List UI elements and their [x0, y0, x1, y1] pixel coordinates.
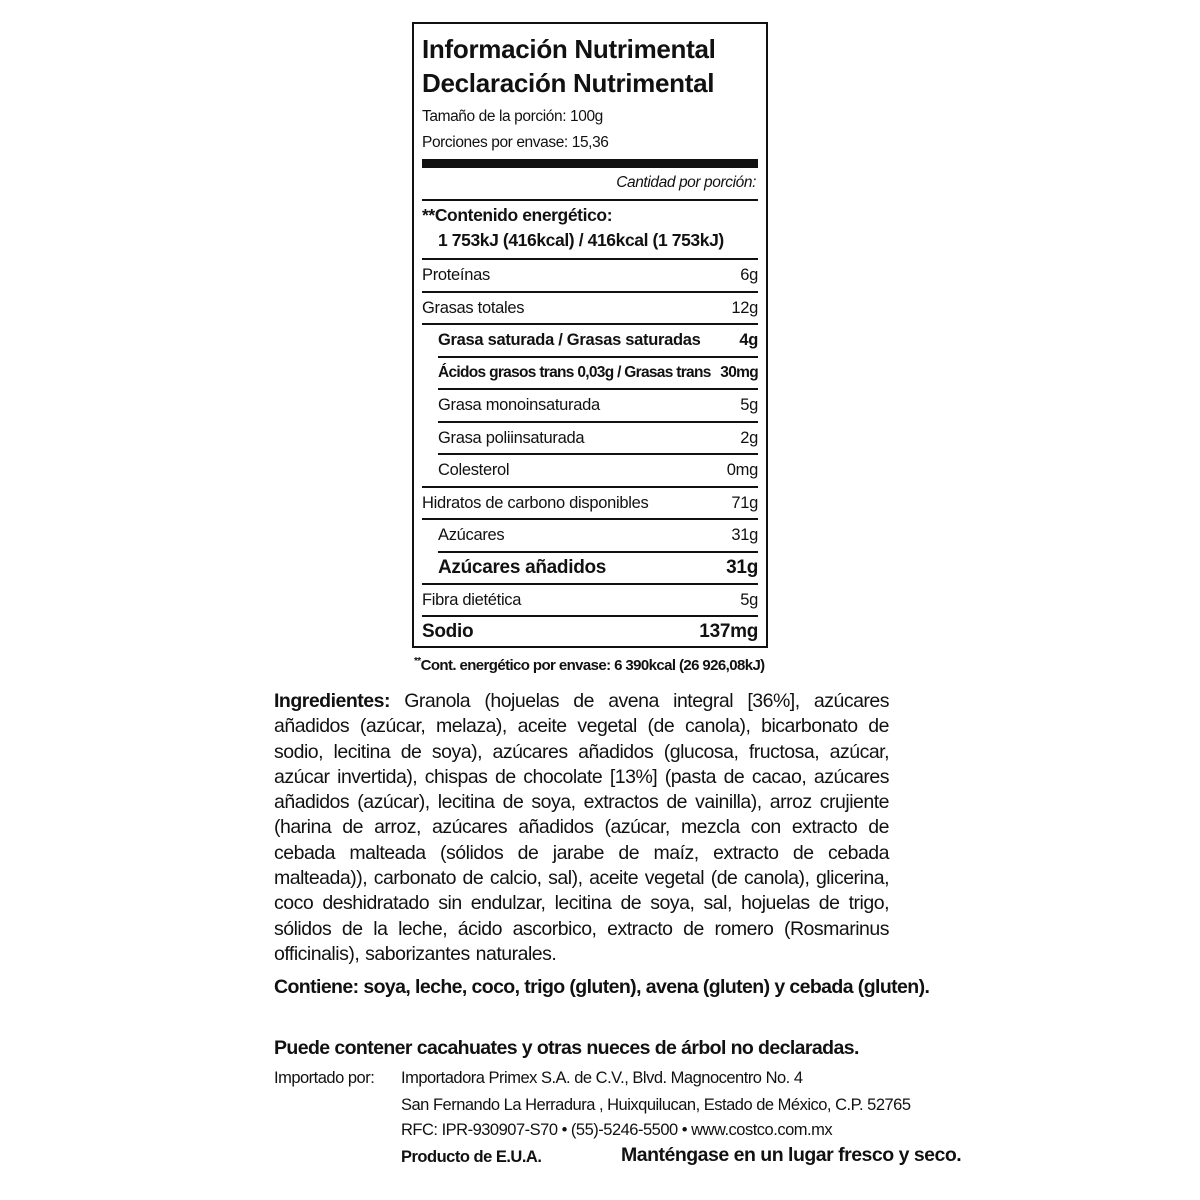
- nutrient-value: 5g: [740, 590, 758, 609]
- importer-line-2: San Fernando La Herradura , Huixquilucan, Estado de México, C.P. 52765: [401, 1096, 911, 1114]
- nutrient-row-proteinas: [422, 260, 758, 290]
- nutrient-row-grasa-saturada: [438, 325, 758, 355]
- label-title-primary: Información Nutrimental: [422, 34, 716, 64]
- nutrient-value: 31g: [726, 557, 758, 578]
- energy-value: 1 753kJ (416kcal) / 416kcal (1 753kJ): [438, 230, 724, 250]
- footnote-text: Cont. energético por envase: 6 390kcal (26 926,08kJ): [420, 657, 765, 674]
- nutrient-name: Proteínas: [422, 265, 490, 284]
- nutrient-row-azucares-anadidos: [438, 553, 758, 583]
- nutrient-name: Azúcares: [438, 525, 505, 544]
- nutrient-name: Sodio: [422, 621, 474, 642]
- nutrient-value: 0mg: [726, 460, 758, 479]
- storage-instructions: Manténgase en un lugar fresco y seco.: [621, 1144, 962, 1166]
- nutrient-name: Hidratos de carbono disponibles: [422, 493, 649, 512]
- serving-size: Tamaño de la porción: 100g: [422, 108, 603, 125]
- nutrient-name: Colesterol: [438, 460, 510, 479]
- label-title-secondary: Declaración Nutrimental: [422, 68, 715, 98]
- nutrition-facts-panel: [412, 22, 768, 648]
- energy-footnote: [414, 656, 765, 674]
- importer-line-1: Importadora Primex S.A. de C.V., Blvd. Magnocentro No. 4: [401, 1069, 803, 1087]
- nutrient-row-grasas-totales: [422, 293, 758, 323]
- nutrient-value: 30mg: [720, 364, 758, 381]
- product-origin: Producto de E.U.A.: [401, 1148, 542, 1166]
- nutrient-name: Grasa monoinsaturada: [438, 395, 600, 414]
- nutrient-row-grasas-trans: [438, 358, 758, 388]
- ingredients-label: Ingredientes:: [274, 690, 390, 712]
- nutrient-value: 2g: [740, 428, 758, 447]
- nutrient-value: 71g: [731, 493, 758, 512]
- nutrient-value: 137mg: [699, 621, 758, 642]
- nutrient-row-colesterol: [438, 455, 758, 485]
- nutrient-value: 4g: [739, 330, 758, 349]
- ingredients-text: Granola (hojuelas de avena integral [36%], azúcares añadidos (azúcar, melaza), aceite vegetal (de canola), bicarbonato de sodio, lecitina de soya), azúcares añadidos (glucosa, fructosa, azúcar, azúcar invertida), chispas de chocolate [13%] (pasta de cacao, azúcares añadidos (azúcar), lecitina de soya, extractos de vainilla), arroz crujiente (harina de arroz, azúcares añadidos (azúcar, mezcla con extracto de cebada malteada (sólidos de jarabe de maíz, extracto de cebada malteada)), carbonato de calcio, sal), aceite vegetal (de canola), glicerina, coco deshidratado sin endulzar, lecitina de soya, sal, hojuelas de trigo, sólidos de la leche, ácido ascorbico, extracto de romero (Rosmarinus officinalis), saborizantes naturales.: [274, 690, 890, 965]
- nutrient-name: Grasas totales: [422, 298, 525, 317]
- importer-line-3: RFC: IPR-930907-S70 • (55)-5246-5500 • www.costco.com.mx: [401, 1121, 833, 1139]
- nutrient-name: Ácidos grasos trans 0,03g / Grasas trans: [438, 364, 711, 381]
- nutrient-name: Azúcares añadidos: [438, 557, 607, 578]
- amount-per-serving: Cantidad por porción:: [616, 174, 756, 191]
- energy-label: **Contenido energético:: [422, 205, 613, 225]
- nutrient-value: 12g: [731, 298, 758, 317]
- servings-per-container: Porciones por envase: 15,36: [422, 134, 609, 151]
- allergens-may-contain: Puede contener cacahuates y otras nueces de árbol no declaradas.: [274, 1037, 859, 1059]
- nutrient-name: Grasa saturada / Grasas saturadas: [438, 330, 701, 349]
- nutrient-value: 6g: [740, 265, 758, 284]
- nutrient-value: 31g: [731, 525, 758, 544]
- nutrient-row-monoinsaturada: [438, 390, 758, 420]
- nutrient-row-poliinsaturada: [438, 423, 758, 453]
- nutrient-row-fibra: [422, 585, 758, 615]
- nutrient-row-azucares: [438, 520, 758, 550]
- footnote-mark: **: [414, 656, 421, 667]
- thick-divider: [422, 159, 758, 168]
- nutrient-row-hidratos: [422, 488, 758, 518]
- nutrient-row-sodio: [422, 617, 758, 647]
- divider: [422, 199, 758, 201]
- ingredients-paragraph: [274, 689, 889, 967]
- nutrient-name: Grasa poliinsaturada: [438, 428, 585, 447]
- nutrient-value: 5g: [740, 395, 758, 414]
- nutrient-name: Fibra dietética: [422, 590, 522, 609]
- importer-label: Importado por:: [274, 1069, 375, 1087]
- allergens-contains: Contiene: soya, leche, coco, trigo (gluten), avena (gluten) y cebada (gluten).: [274, 976, 930, 998]
